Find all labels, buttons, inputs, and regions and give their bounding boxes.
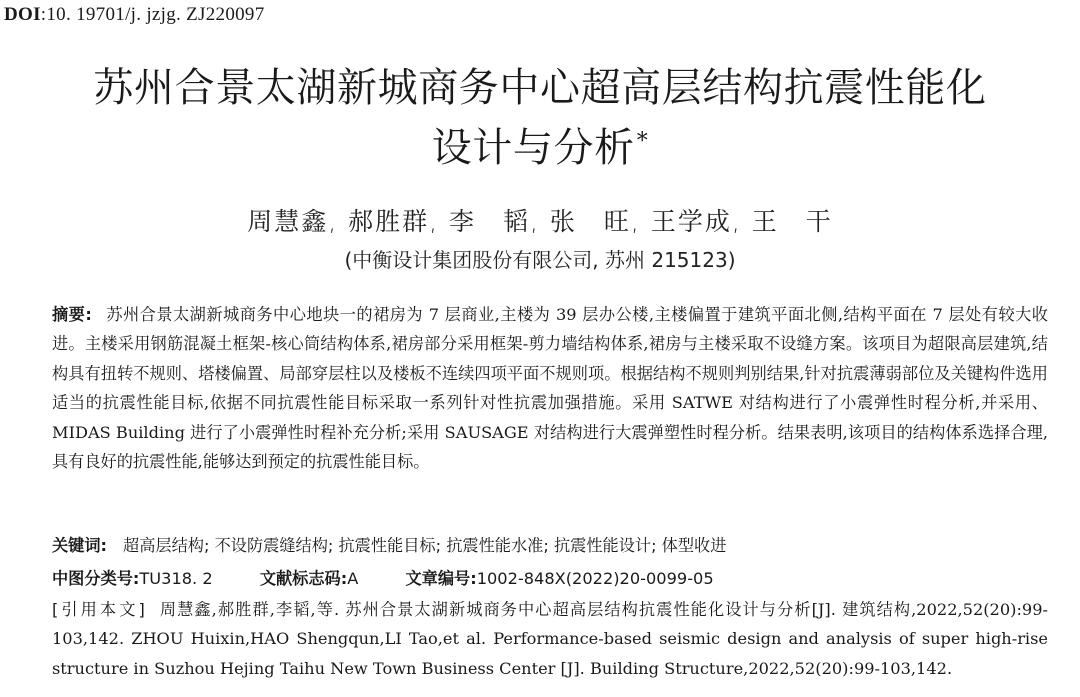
abstract-text: 苏州合景太湖新城商务中心地块一的裙房为 7 层商业,主楼为 39 层办公楼,主楼偏置于建筑平面北侧,结构平面在 7 层处有较大收进。主楼采用钢筋混凝土框架-核心筒结构体系,裙房部分采用框架-剪力墙结构体系,裙房与主楼采取不设缝方案。该项目为超限高层建筑,结构具有扭转不规则、塔楼偏置、局部穿层柱以及楼板不连续四项平面不规则项。根据结构不规则判别结果,针对抗震薄弱部位及关键构件选用适当的抗震性能目标,依据不同抗震性能目标采取一系列针对性抗震加强措施。采用 SATWE 对结构进行了小震弹性时程分析,并采用、MIDAS Building 进行了小震弹性时程补充分析;采用 SAUSAGE 对结构进行大震弹塑性时程分析。结果表明,该项目的结构体系选择合理,具有良好的抗震性能,能够达到预定的抗震性能目标。 [52, 305, 1048, 472]
paper-title-line-2 [0, 120, 1080, 176]
paper-title-line-2-text: 设计与分析 [431, 125, 635, 171]
article-number [405, 569, 713, 588]
doi-line [4, 4, 265, 26]
doi-value: :10. 19701/j. jzjg. ZJ220097 [40, 4, 265, 25]
keywords-text: 超高层结构; 不设防震缝结构; 抗震性能目标; 抗震性能水准; 抗震性能设计; 体型收进 [123, 536, 727, 555]
document-code-value: A [347, 569, 359, 588]
clc-code [52, 569, 213, 588]
keywords-label: 关键词: [52, 536, 108, 555]
title-footnote-mark: * [636, 129, 649, 154]
clc-label: 中图分类号: [52, 569, 140, 588]
article-number-label: 文章编号: [405, 569, 477, 588]
abstract [52, 300, 1048, 476]
classification-line [52, 565, 714, 593]
article-number-value: 1002-848X(2022)20-0099-05 [476, 569, 714, 588]
doi-label: DOI [4, 4, 41, 25]
citation-text: 周慧鑫,郝胜群,李韬,等. 苏州合景太湖新城商务中心超高层结构抗震性能化设计与分析[J]. 建筑结构,2022,52(20):99-103,142. ZHOU Huixin,HAO Shengqun,LI Tao,et al. Performance-based seismic design and analysis of super high-rise structure in Suzhou Hejing Taihu New Town Business Center [J]. Building Structure,2022,52(20):99-103,142. [52, 600, 1048, 678]
document-code [260, 569, 359, 588]
citation-label: [引用本文] [52, 600, 147, 619]
citation [52, 595, 1048, 683]
document-code-label: 文献标志码: [259, 569, 348, 588]
keywords [52, 531, 1048, 560]
author-list: 周慧鑫, 郝胜群, 李 韬, 张 旺, 王学成, 王 干 [247, 207, 833, 236]
affiliation: (中衡设计集团股份有限公司, 苏州 215123) [344, 248, 736, 272]
clc-value: TU318. 2 [139, 569, 213, 588]
paper-title-line-1: 苏州合景太湖新城商务中心超高层结构抗震性能化 [93, 65, 987, 111]
abstract-label: 摘要: [52, 305, 92, 324]
